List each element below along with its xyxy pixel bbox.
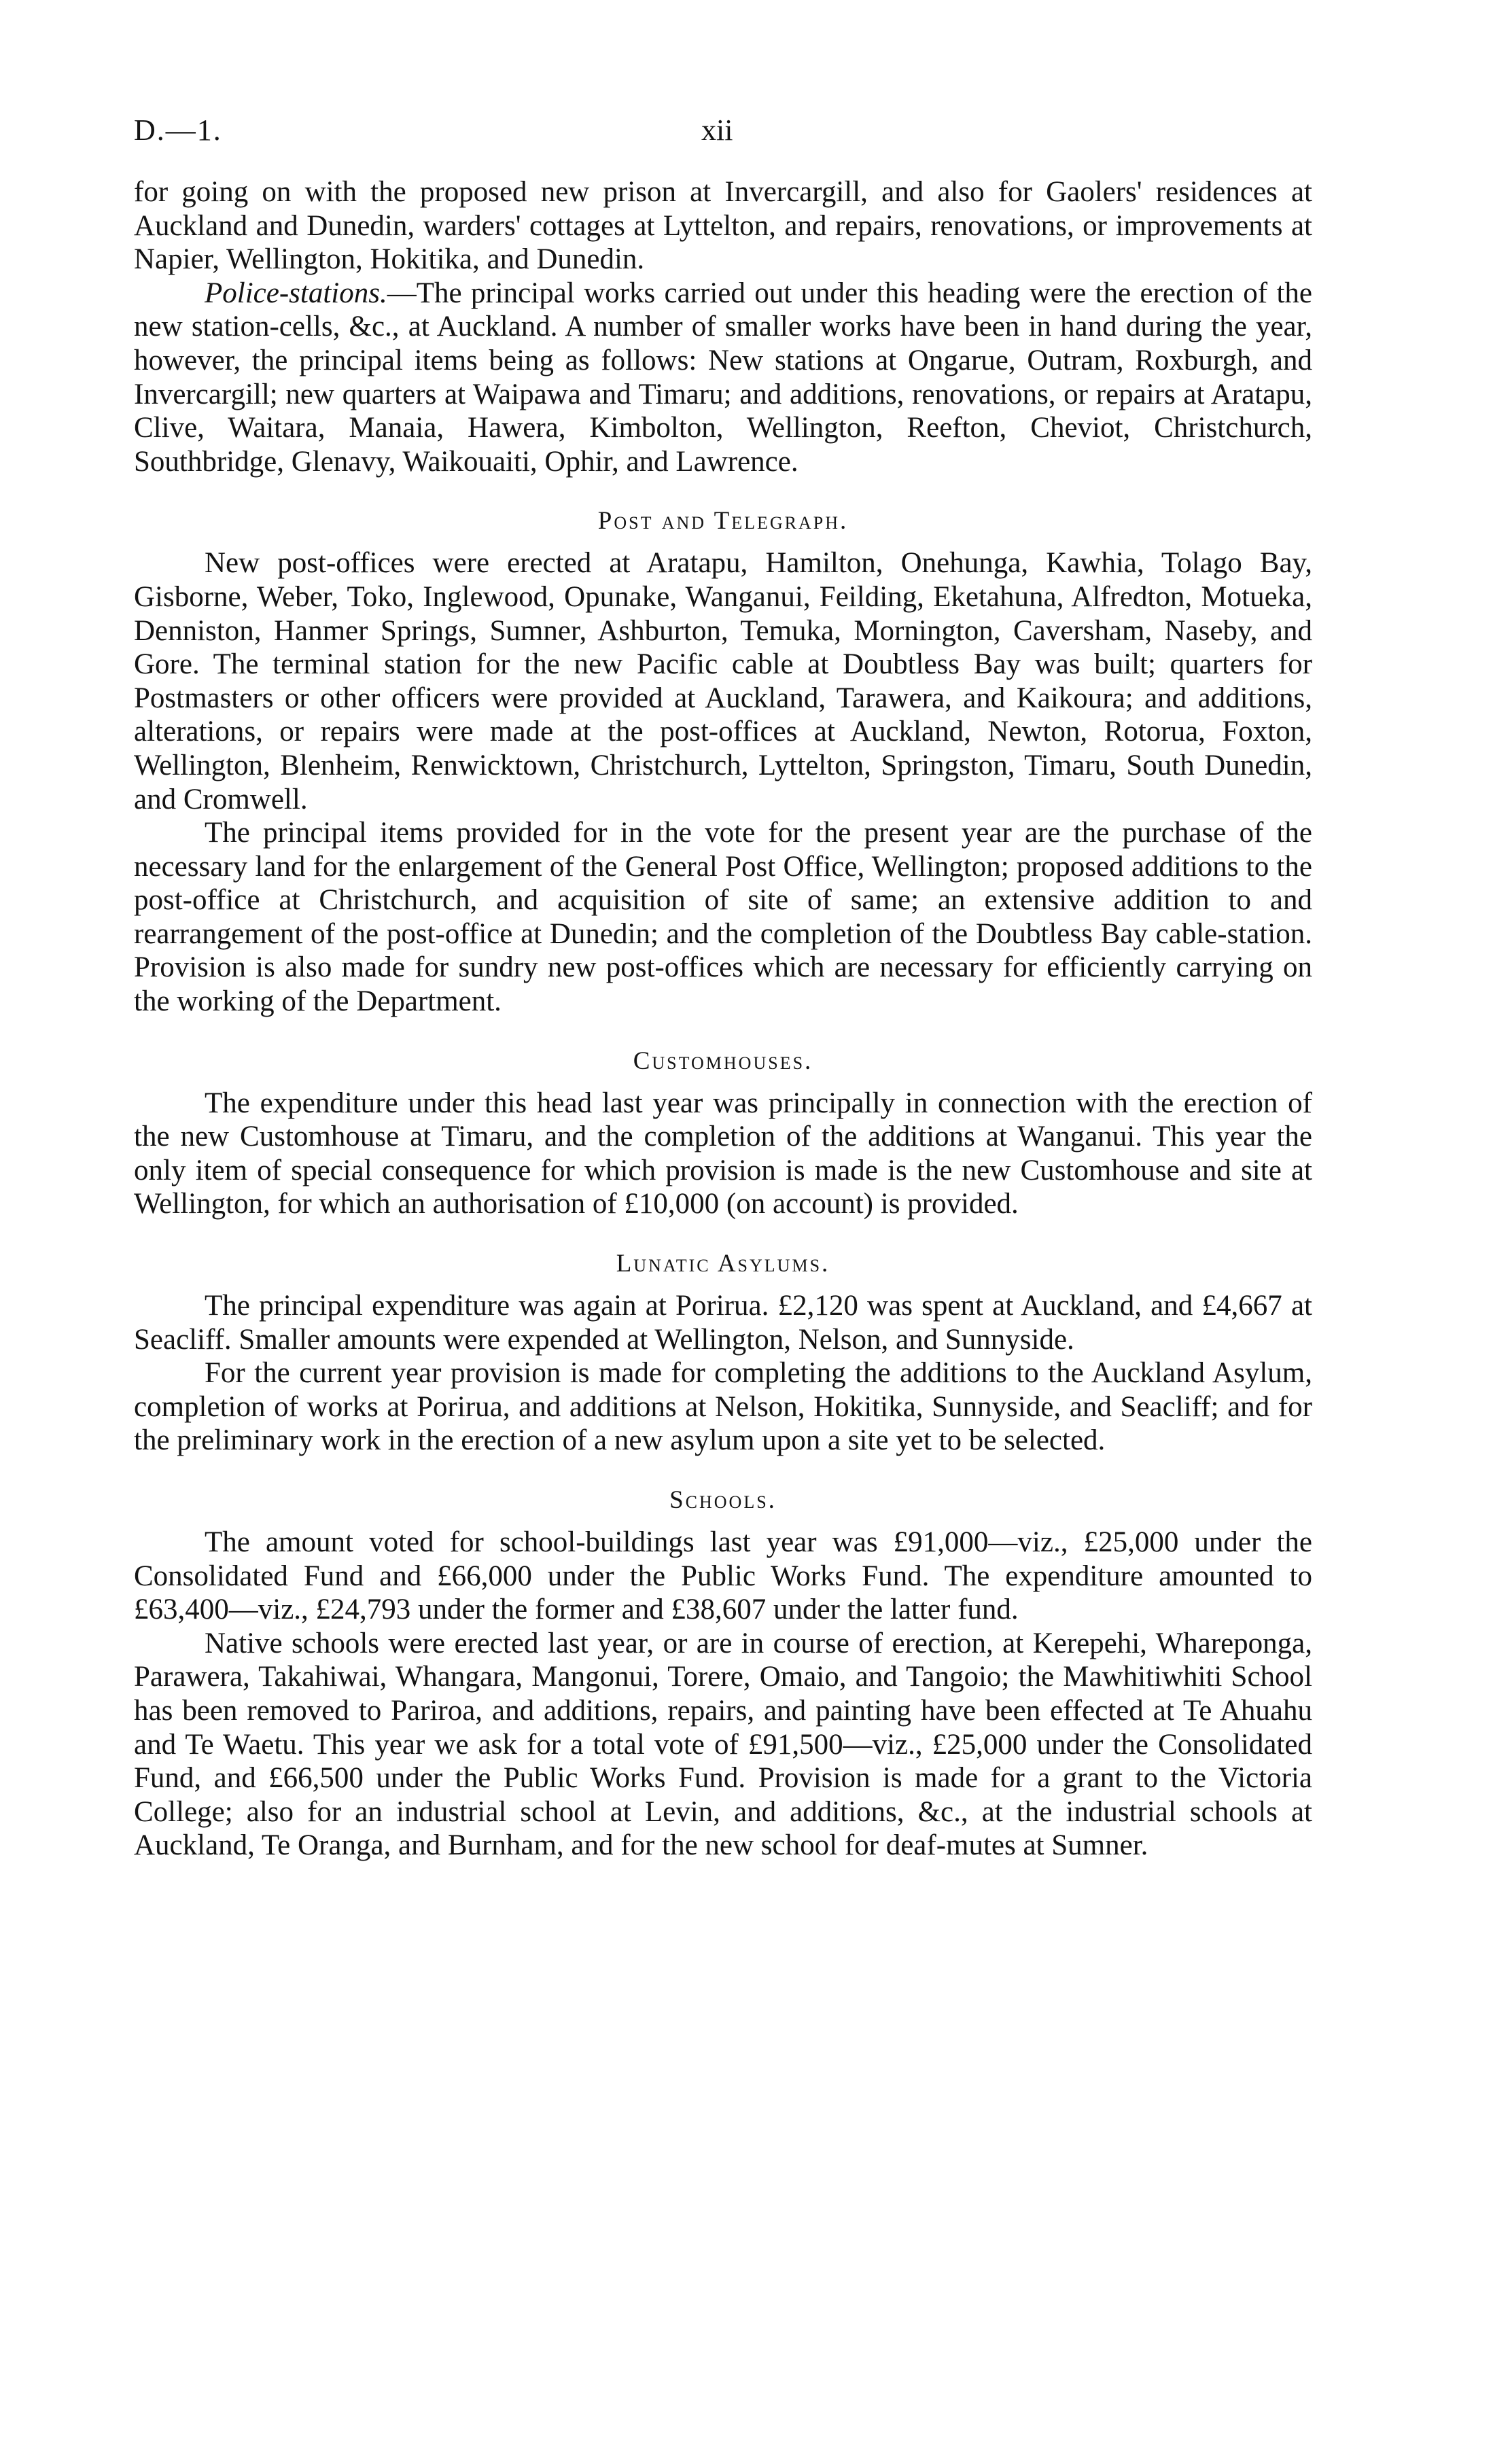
schools-paragraph-1: The amount voted for school-buildings last year was £91,000—viz., £25,000 under the Consolidated Fund and £66,000 under the Public Works Fund. The expenditure amounted to £63,400—viz., £24,793 under the former and £38,607 under the latter fund. — [134, 1526, 1312, 1626]
schools-heading: Schools. — [669, 1486, 777, 1514]
document-reference: D.—1. — [134, 113, 222, 147]
customhouses-heading: Customhouses. — [633, 1046, 813, 1075]
post-telegraph-heading: Post and Telegraph. — [597, 507, 849, 535]
customhouses-paragraph: The expenditure under this head last year was principally in connection with the erection of the new Customhouse at Timaru, and the completion of the additions at Wanganui. This year the only item of special consequence for which provision is made is the new Customhouse and site at Wellington, for which an authorisation of £10,000 (on account) is provided. — [134, 1087, 1312, 1220]
page-header — [134, 113, 1312, 160]
continued-paragraph: for going on with the proposed new prison at Invercargill, and also for Gaolers' residences at Auckland and Dunedin, warders' cottages at Lyttelton, and repairs, renovations, or improvements at Napier, Wellington, Hokitika, and Dunedin. — [134, 176, 1312, 276]
page-number: xii — [701, 113, 733, 147]
police-stations-label: Police-stations. — [205, 277, 387, 309]
page-body — [134, 175, 1312, 1863]
police-stations-text: —The principal works carried out under this heading were the erection of the new station-cells, &c., at Auckland. A number of smaller works have been in hand during the year, however, the principal items being as follows: New stations at Ongarue, Outram, Roxburgh, and Invercargill; new quarters at Waipawa and Timaru; and additions, renovations, or repairs at Aratapu, Clive, Waitara, Manaia, Hawera, Kimbolton, Wellington, Reefton, Cheviot, Christchurch, Southbridge, Glenavy, Waikouaiti, Ophir, and Lawrence. — [134, 277, 1312, 478]
lunatic-asylums-paragraph-1: The principal expenditure was again at Porirua. £2,120 was spent at Auckland, and £4,667 at Seacliff. Smaller amounts were expended at Wellington, Nelson, and Sunnyside. — [134, 1290, 1312, 1356]
schools-paragraph-2: Native schools were erected last year, or are in course of erection, at Kerepehi, Whareponga, Parawera, Takahiwai, Whangara, Mangonui, Torere, Omaio, and Tangoio; the Mawhitiwhiti School has been removed to Pariroa, and additions, repairs, and painting have been effected at Te Ahuahu and Te Waetu. This year we ask for a total vote of £91,500—viz., £25,000 under the Consolidated Fund, and £66,500 under the Public Works Fund. Provision is made for a grant to the Victoria College; also for an industrial school at Levin, and additions, &c., at the industrial schools at Auckland, Te Oranga, and Burnham, and for the new school for deaf-mutes at Sumner. — [134, 1627, 1312, 1862]
post-telegraph-paragraph-2: The principal items provided for in the vote for the present year are the purchase of the necessary land for the enlargement of the General Post Office, Wellington; proposed additions to the post-office at Christchurch, and acquisition of site of same; an extensive addition to and rearrangement of the post-office at Dunedin; and the completion of the Doubtless Bay cable-station. Provision is also made for sundry new post-offices which are necessary for efficiently carrying on the working of the Department. — [134, 817, 1312, 1018]
lunatic-asylums-paragraph-2: For the current year provision is made for completing the additions to the Auckland Asylum, completion of works at Porirua, and additions at Nelson, Hokitika, Sunnyside, and Seacliff; and for the preliminary work in the erection of a new asylum upon a site yet to be selected. — [134, 1357, 1312, 1457]
post-telegraph-paragraph-1: New post-offices were erected at Aratapu, Hamilton, Onehunga, Kawhia, Tolago Bay, Gisborne, Weber, Toko, Inglewood, Opunake, Wanganui, Feilding, Eketahuna, Alfredton, Motueka, Denniston, Hanmer Springs, Sumner, Ashburton, Temuka, Mornington, Caversham, Naseby, and Gore. The terminal station for the new Pacific cable at Doubtless Bay was built; quarters for Postmasters or other officers were provided at Auckland, Tarawera, and Kaikoura; and additions, alterations, or repairs were made at the post-offices at Auckland, Newton, Rotorua, Foxton, Wellington, Blenheim, Renwicktown, Christchurch, Lyttelton, Springston, Timaru, South Dunedin, and Cromwell. — [134, 547, 1312, 815]
lunatic-asylums-heading: Lunatic Asylums. — [616, 1250, 830, 1278]
police-stations-paragraph — [134, 277, 1312, 479]
